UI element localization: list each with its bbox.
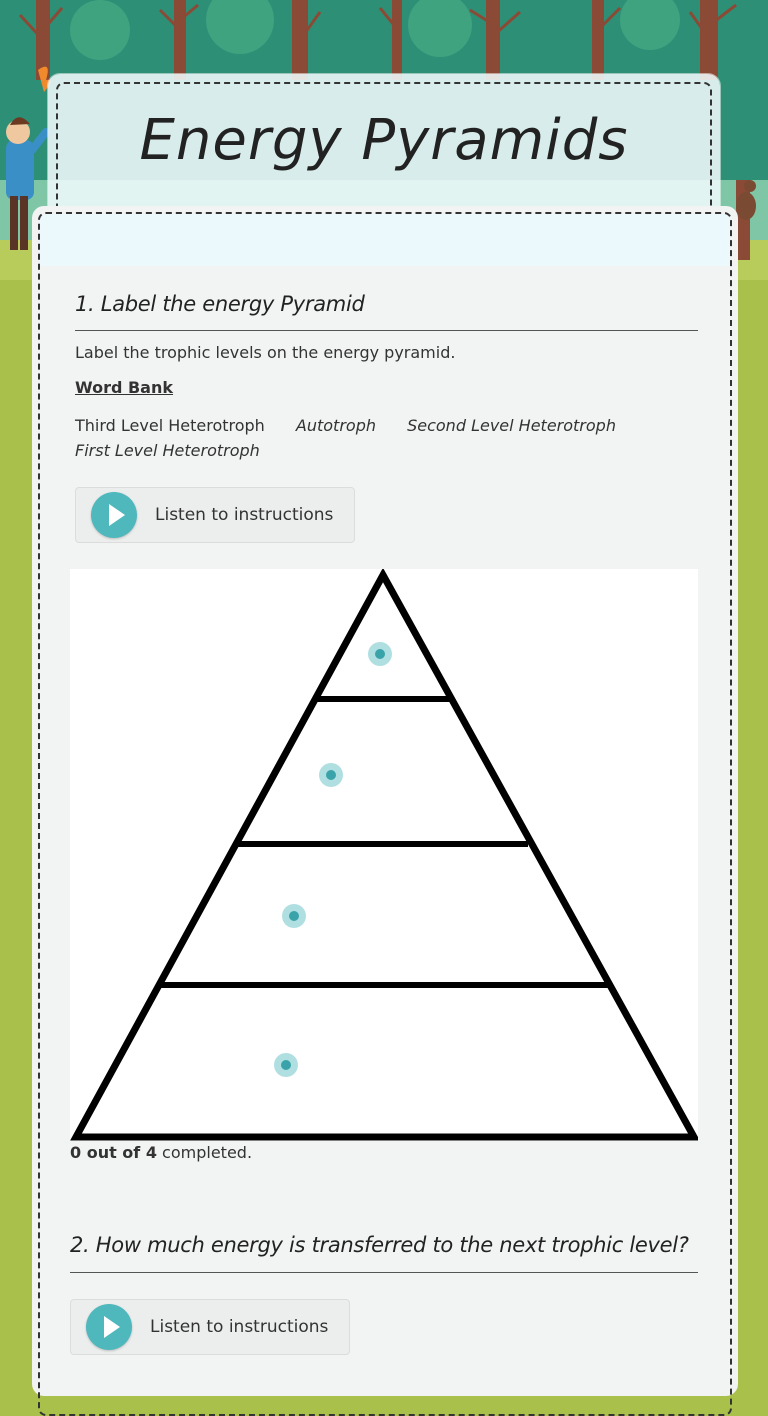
word-bank xyxy=(75,413,695,463)
question-2-title: 2. How much energy is transferred to the next trophic level? xyxy=(70,1233,689,1257)
word-bank-item: Third Level Heterotroph xyxy=(75,416,265,435)
play-icon xyxy=(91,492,137,538)
question-1-instructions: Label the trophic levels on the energy pyramid. xyxy=(75,343,456,362)
listen-instructions-button-q2[interactable] xyxy=(70,1299,350,1355)
page-title: Energy Pyramids xyxy=(139,108,629,173)
question-1-title: 1. Label the energy Pyramid xyxy=(75,292,365,316)
energy-pyramid-canvas xyxy=(70,569,698,1141)
listen-instructions-button-q1[interactable] xyxy=(75,487,355,543)
label-hotspot-level-3[interactable] xyxy=(319,763,343,787)
question-1-rule xyxy=(75,330,698,331)
completion-suffix: completed. xyxy=(156,1143,253,1162)
label-hotspot-level-4[interactable] xyxy=(368,642,392,666)
listen-instructions-label: Listen to instructions xyxy=(155,505,334,525)
completion-count: 0 out of 4 xyxy=(70,1143,157,1162)
word-bank-item: Autotroph xyxy=(295,416,376,435)
word-bank-item: Second Level Heterotroph xyxy=(407,416,616,435)
listen-instructions-label: Listen to instructions xyxy=(150,1317,329,1337)
label-hotspot-level-1[interactable] xyxy=(274,1053,298,1077)
question-2-rule xyxy=(70,1272,698,1273)
completion-status xyxy=(70,1143,252,1162)
word-bank-heading: Word Bank xyxy=(75,378,174,397)
play-icon xyxy=(86,1304,132,1350)
word-bank-item: First Level Heterotroph xyxy=(75,441,260,460)
label-hotspot-level-2[interactable] xyxy=(282,904,306,928)
